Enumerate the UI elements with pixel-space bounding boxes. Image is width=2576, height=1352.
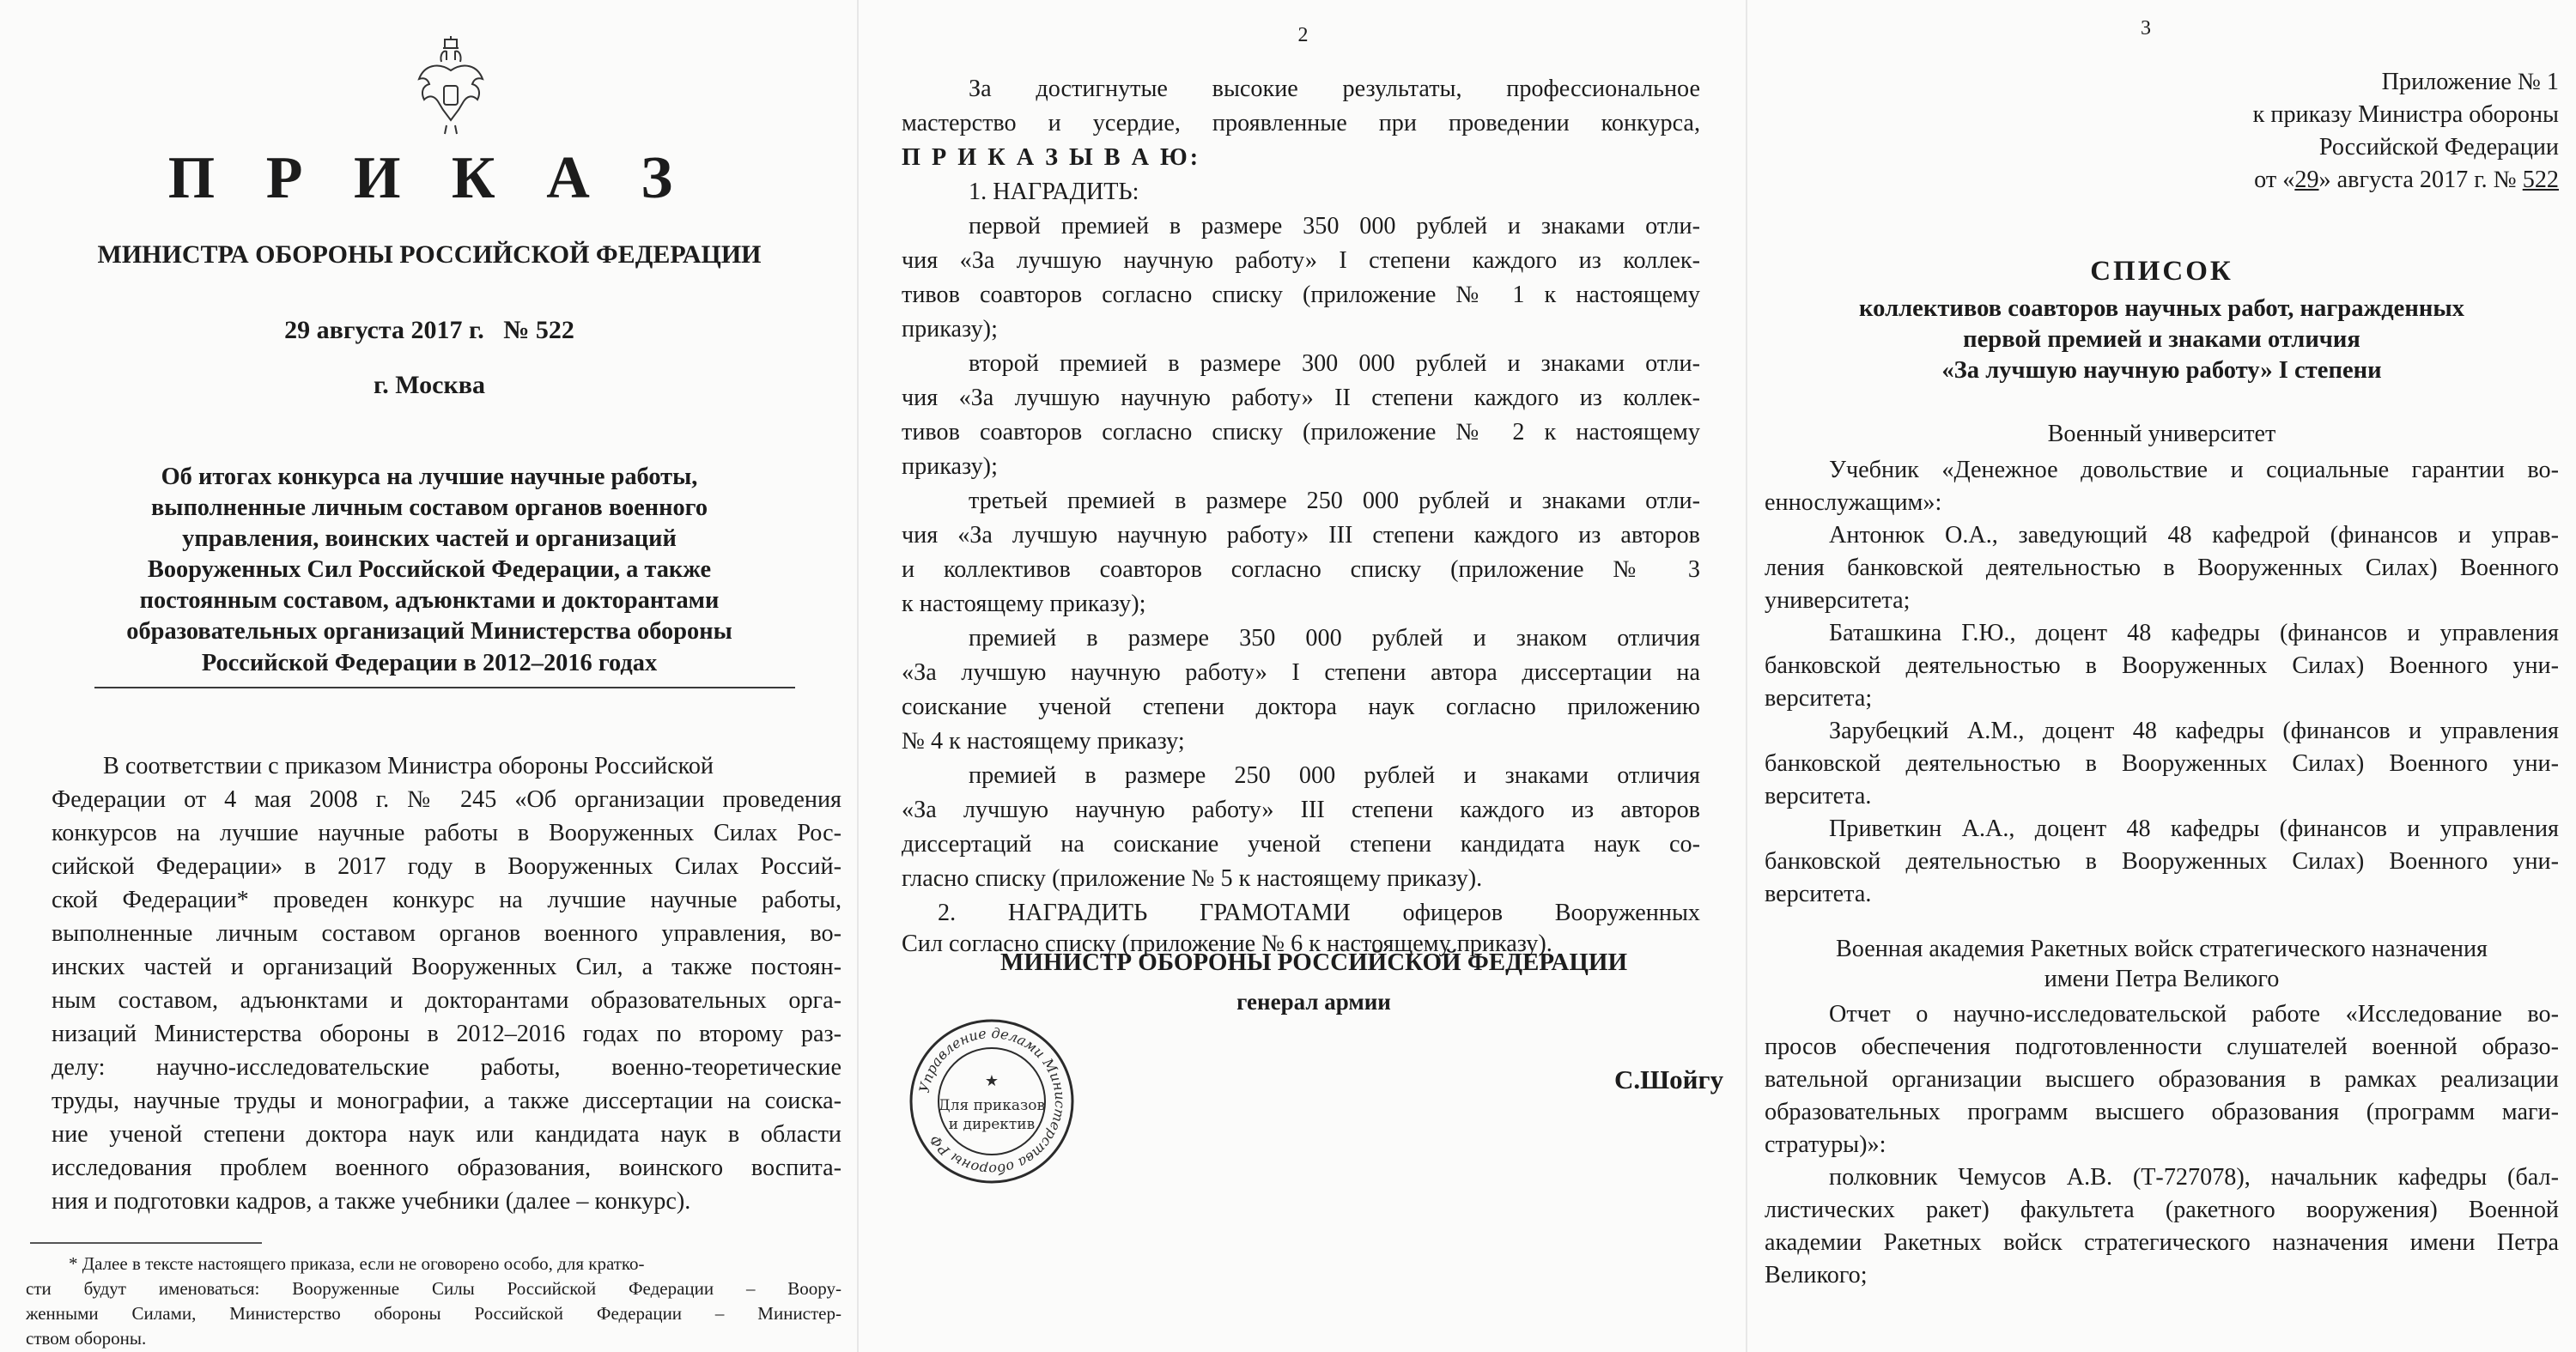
list-item: листических ракет) факультета (ракетного вооружения) Военной xyxy=(1765,1197,2559,1223)
list-subtitle: «За лучшую научную работу» I степени xyxy=(1941,357,2382,384)
body-line: диссертаций на соискание ученой степени кандидата наук со- xyxy=(902,831,1700,858)
signatory-rank: генерал армии xyxy=(1236,989,1391,1015)
page-number: 3 xyxy=(2141,17,2151,39)
svg-text:★: ★ xyxy=(984,1072,999,1089)
list-item: Баташкина Г.Ю., доцент 48 кафедры (финансов и управления xyxy=(1829,620,2559,646)
footnote-line: женными Силами, Министерство обороны Российской Федерации – Министер- xyxy=(26,1303,841,1324)
stamp-ring-text: Управление делами Министерства обороны РФ xyxy=(915,1024,1069,1179)
body-line: к настоящему приказу); xyxy=(902,591,1146,617)
subject-line: управления, воинских частей и организаций xyxy=(182,525,677,552)
body-line: чия «За лучшую научную работу» II степени каждого из коллек- xyxy=(902,385,1700,411)
organization-name: имени Петра Великого xyxy=(2044,966,2280,992)
list-item: просов обеспечения подготовленности слушателей военной образо- xyxy=(1765,1034,2559,1060)
list-item: верситета. xyxy=(1765,881,1872,907)
list-item: Зарубецкий А.М., доцент 48 кафедры (финансов и управления xyxy=(1829,718,2559,744)
order-directive: П Р И К А З Ы В А Ю: xyxy=(902,144,1201,171)
subject-line: выполненные личным составом органов военного xyxy=(150,494,708,521)
stamp-center-text: Для приказов xyxy=(938,1097,1046,1114)
body-line: чия «За лучшую научную работу» III степени каждого из авторов xyxy=(902,522,1700,549)
list-item: банковской деятельностью в Вооруженных Силах) Военного уни- xyxy=(1765,848,2559,875)
appendix-day: 29 xyxy=(2294,167,2319,193)
subject-line: Об итогах конкурса на лучшие научные работы, xyxy=(161,464,698,490)
list-item: Учебник «Денежное довольствие и социальные гарантии во- xyxy=(1829,457,2559,483)
body-line: 2. НАГРАДИТЬ ГРАМОТАМИ офицеров Вооруженных xyxy=(938,900,1700,926)
list-item: университета; xyxy=(1765,587,1911,614)
body-line: Федерации от 4 мая 2008 г. № 245 «Об организации проведения xyxy=(52,786,841,813)
page-number: 2 xyxy=(1297,24,1309,46)
footnote-line: ством обороны. xyxy=(26,1328,147,1349)
body-line: делу: научно-исследовательские работы, военно-теоретические xyxy=(52,1054,841,1081)
body-line: конкурсов на лучшие научные работы в Вооруженных Силах Рос- xyxy=(52,820,841,846)
list-item: образовательных программ высшего образования (программ маги- xyxy=(1765,1099,2559,1125)
footnote-separator xyxy=(30,1242,262,1244)
body-line: второй премией в размере 300 000 рублей и знаками отли- xyxy=(969,350,1700,377)
footnote-line: * Далее в тексте настоящего приказа, если не оговорено особо, для кратко- xyxy=(69,1253,645,1274)
subject-underline xyxy=(94,687,795,688)
list-item: вательной организации высшего образования в рамках реализации xyxy=(1765,1066,2559,1093)
body-line: низаций Министерства обороны в 2012–2016 годах по второму раз- xyxy=(52,1021,841,1047)
body-line: приказу); xyxy=(902,453,998,480)
coat-of-arms-icon xyxy=(412,36,489,136)
body-line: приказу); xyxy=(902,316,998,343)
list-item: Антонюк О.А., заведующий 48 кафедрой (финансов и управ- xyxy=(1829,522,2559,549)
issuing-authority: МИНИСТРА ОБОРОНЫ РОССИЙСКОЙ ФЕДЕРАЦИИ xyxy=(97,240,762,269)
list-item: академии Ракетных войск стратегического назначения имени Петра xyxy=(1765,1229,2559,1256)
list-item: Приветкин А.А., доцент 48 кафедры (финансов и управления xyxy=(1829,815,2559,842)
body-line: выполненные личным составом органов военного управления, во- xyxy=(52,920,841,947)
subject-line: образовательных организаций Министерства обороны xyxy=(126,618,732,645)
stamp-center-text: и директив xyxy=(948,1116,1036,1133)
body-line: № 4 к настоящему приказу; xyxy=(902,728,1185,755)
body-line: ным составом, адъюнктами и докторантами образовательных орга- xyxy=(52,987,841,1014)
appendix-page-3 xyxy=(1747,0,2576,1352)
body-line: гласно списку (приложение № 5 к настоящему приказу). xyxy=(902,865,1483,892)
body-line: премией в размере 350 000 рублей и знаком отличия xyxy=(969,625,1700,652)
body-line: сийской Федерации» в 2017 году в Вооруженных Силах Россий- xyxy=(52,853,841,880)
body-line: «За лучшую научную работу» I степени автора диссертации на xyxy=(902,659,1700,686)
body-line: исследования проблем военного образования, воинского воспита- xyxy=(52,1155,841,1181)
signatory-title: МИНИСТР ОБОРОНЫ РОССИЙСКОЙ ФЕДЕРАЦИИ xyxy=(1000,949,1627,976)
appendix-number: 522 xyxy=(2522,167,2559,193)
body-line: и коллективов соавторов согласно списку (приложение № 3 xyxy=(902,556,1700,583)
document-title: П Р И К А З xyxy=(167,145,691,211)
list-title: СПИСОК xyxy=(2090,256,2233,287)
subject-line: постоянным составом, адъюнктами и докторантами xyxy=(139,587,720,614)
body-line: За достигнутые высокие результаты, профессиональное xyxy=(969,76,1700,102)
list-item: верситета; xyxy=(1765,685,1873,712)
appendix-heading: к приказу Министра обороны xyxy=(2252,101,2559,128)
official-stamp-icon xyxy=(906,1016,1078,1187)
body-line: инских частей и организаций Вооруженных Сил, а также постоян- xyxy=(52,954,841,980)
appendix-date: от «29» августа 2017 г. № 522 xyxy=(2254,167,2559,193)
list-subtitle: первой премией и знаками отличия xyxy=(1963,326,2360,353)
list-item: банковской деятельностью в Вооруженных Силах) Военного уни- xyxy=(1765,652,2559,679)
order-date-number: 29 августа 2017 г. № 522 xyxy=(284,316,574,344)
body-line: 1. НАГРАДИТЬ: xyxy=(969,179,1139,205)
body-line: ния и подготовки кадров, а также учебники (далее – конкурс). xyxy=(52,1188,691,1215)
appendix-heading: Российской Федерации xyxy=(2318,134,2559,161)
footnote-line: сти будут именоваться: Вооруженные Силы Российской Федерации – Воору- xyxy=(26,1278,841,1299)
list-item: верситета. xyxy=(1765,783,1872,809)
body-line: тивов соавторов согласно списку (приложение № 1 к настоящему xyxy=(902,282,1700,308)
organization-name: Военная академия Ракетных войск стратегического назначения xyxy=(1835,936,2488,962)
body-line: Сил согласно списку (приложение № 6 к настоящему приказу). xyxy=(902,931,1552,957)
body-line: первой премией в размере 350 000 рублей и знаками отли- xyxy=(969,213,1700,239)
body-line: премией в размере 250 000 рублей и знаками отличия xyxy=(969,762,1700,789)
list-item: еннослужащим»: xyxy=(1765,489,1942,516)
order-page-1 xyxy=(0,0,859,1352)
body-line: труды, научные труды и монографии, а также диссертации на соиска- xyxy=(52,1088,841,1114)
order-city: г. Москва xyxy=(374,371,485,399)
body-line: В соответствии с приказом Министра обороны Российской xyxy=(103,753,714,779)
signatory-name: С.Шойгу xyxy=(1614,1064,1724,1094)
subject-line: Российской Федерации в 2012–2016 годах xyxy=(201,650,658,676)
list-item: полковник Чемусов А.В. (Т-727078), начальник кафедры (бал- xyxy=(1829,1164,2559,1191)
body-line: «За лучшую научную работу» III степени каждого из авторов xyxy=(902,797,1700,823)
body-line: соискание ученой степени доктора наук согласно приложению xyxy=(902,694,1700,720)
order-page-2 xyxy=(859,0,1747,1352)
body-line: чия «За лучшую научную работу» I степени каждого из коллек- xyxy=(902,247,1700,274)
list-item: ления банковской деятельностью в Вооруженных Силах) Военного xyxy=(1765,555,2559,581)
list-item: стратуры)»: xyxy=(1765,1131,1886,1158)
body-line: мастерство и усердие, проявленные при проведении конкурса, xyxy=(902,110,1700,136)
list-item: банковской деятельностью в Вооруженных Силах) Военного уни- xyxy=(1765,750,2559,777)
body-line: ской Федерации* проведен конкурс на лучшие научные работы, xyxy=(52,887,841,913)
body-line: ние ученой степени доктора наук или кандидата наук в области xyxy=(52,1121,841,1148)
organization-name: Военный университет xyxy=(2047,421,2276,447)
appendix-heading: Приложение № 1 xyxy=(2381,69,2559,95)
list-item: Отчет о научно-исследовательской работе «Исследование во- xyxy=(1829,1001,2559,1028)
body-line: тивов соавторов согласно списку (приложение № 2 к настоящему xyxy=(902,419,1700,446)
list-subtitle: коллективов соавторов научных работ, награжденных xyxy=(1859,295,2464,322)
subject-line: Вооруженных Сил Российской Федерации, а также xyxy=(147,556,712,583)
body-line: третьей премией в размере 250 000 рублей и знаками отли- xyxy=(969,488,1700,514)
list-item: Великого; xyxy=(1765,1262,1868,1288)
